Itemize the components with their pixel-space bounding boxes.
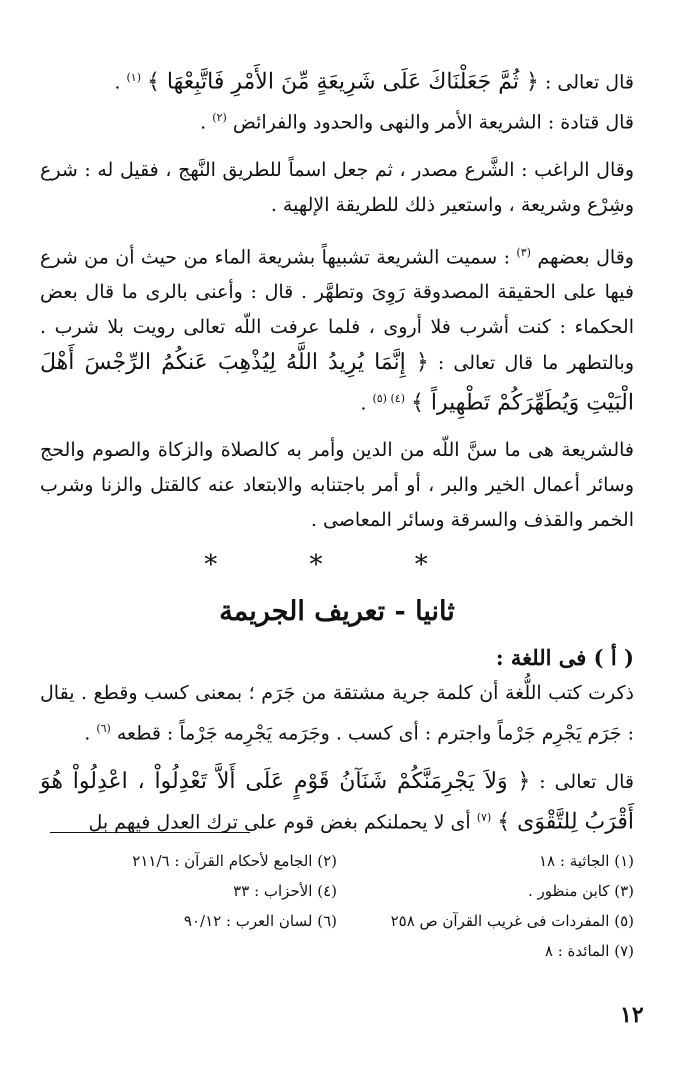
paragraph-6 (40, 676, 634, 751)
p1-intro: قال تعالى : (538, 71, 634, 94)
paragraph-5 (40, 433, 634, 538)
footnote-row (40, 906, 634, 936)
footnote-ref-7: (٧) (476, 810, 492, 824)
footnote-3: (٣) كابن منظور . (527, 882, 634, 900)
p5-text: فالشريعة هى ما سنَّ اللّه من الدين وأمر به كالصلاة والزكاة والصوم والحج وسائر أعمال الخير والبر ، أو أمر باجتنابه والابتعاد عنه كالقتل والزنا وشرب الخمر والقذف والسرقة وسائر المعاصى . (40, 439, 634, 532)
p7-text: أى لا يحملنكم بغض قوم على ترك العدل فيهم بل (88, 810, 477, 833)
page-number: ١٢ (620, 1002, 644, 1028)
footnote-row (40, 876, 634, 906)
paragraph-4 (40, 235, 634, 422)
quran-verse-3: ﴿ وَلاَ يَجْرِمَنَّكُمْ شَنَآنُ قَوْمٍ عَلَى أَلاَّ تَعْدِلُواْ ، اعْدِلُواْ هُوَ أَقْرَبُ لِلتَّقْوَى ﴾ (40, 768, 634, 834)
subheading: ( أ ) فى اللغة : (495, 645, 634, 671)
p6-text: ذكرت كتب اللُّغة أن كلمة جرية مشتقة من جَرَم ؛ بمعنى كسب وقطع . يقال : جَرَم يَجْرِم جَرْماً واجترم : أى كسب . وجَرَمه يَجْرِمه جَرْماً : قطعه (40, 682, 634, 745)
p2-end: . (200, 111, 213, 134)
footnote-empty (40, 936, 337, 966)
p1-end: . (114, 71, 127, 94)
footnotes (40, 846, 634, 966)
footnote-6: (٦) لسان العرب : ٩٠/١٢ (183, 912, 337, 930)
footnote-ref-4-5: (٤) (٥) (372, 391, 405, 405)
footnote-ref-1: (١) (126, 71, 141, 84)
quran-verse-1: ﴿ ثُمَّ جَعَلْنَاكَ عَلَى شَرِيعَةٍ مِّنَ الأَمْرِ فَاتَّبِعْهَا ﴾ (147, 69, 539, 95)
paragraph-2 (40, 100, 634, 140)
footnote-5: (٥) المفردات فى غريب القرآن ص ٢٥٨ (390, 912, 634, 930)
p3-text: وقال الراغب : الشَّرع مصدر ، ثم جعل اسماً للطريق النَّهج ، فقيل له : شرع وشِرْع وشريعة ، واستعير ذلك للطريقة الإلهية . (40, 158, 634, 216)
p2-text: قال قتادة : الشريعة الأمر والنهى والحدود والفرائض (232, 111, 634, 134)
footnote-divider (50, 832, 250, 833)
footnote-1: (١) الجاثية : ١٨ (539, 852, 634, 870)
p4-end: . (360, 392, 373, 415)
paragraph-1 (40, 60, 634, 100)
p4-before: وقال بعضهم (537, 245, 634, 268)
p7-intro: قال تعالى : (530, 770, 634, 793)
page-body (40, 60, 634, 840)
quran-verse-2: ﴿ إِنَّمَا يُرِيدُ اللَّهُ لِيُذْهِبَ عَنكُمُ الرِّجْسَ أَهْلَ الْبَيْتِ وَيُطَهِّرَكُمْ تَطْهِيراً ﴾ (40, 349, 634, 416)
footnote-2: (٢) الجامع لأحكام القرآن : ٢١١/٦ (132, 852, 337, 870)
paragraph-3 (40, 153, 634, 223)
footnote-row (40, 846, 634, 876)
footnote-4: (٤) الأحزاب : ٣٣ (233, 882, 337, 900)
footnote-ref-3: (٣) (516, 245, 531, 259)
paragraph-7 (40, 764, 634, 840)
footnote-ref-2: (٢) (212, 111, 227, 125)
footnote-7: (٧) المائدة : ٨ (544, 942, 634, 960)
section-title: ثانيا - تعريف الجريمة (219, 596, 455, 628)
p4-text: : سميت الشريعة تشبيهاً بشريعة الماء من حيث أن من شرع فيها على الحقيقة المصدوقة رَوِىَ وتطهَّر . قال : وأعنى بالرى ما قال بعض الحكماء : كنت أشرب فلا أروى ، فلما عرفت اللّه تعالى رويت بلا شرب . وبالتطهر ما قال تعالى : (40, 245, 635, 374)
footnote-row (40, 936, 634, 966)
section-separator: * * * (204, 550, 470, 581)
footnote-ref-6: (٦) (96, 722, 111, 736)
p6-end: . (84, 722, 97, 745)
